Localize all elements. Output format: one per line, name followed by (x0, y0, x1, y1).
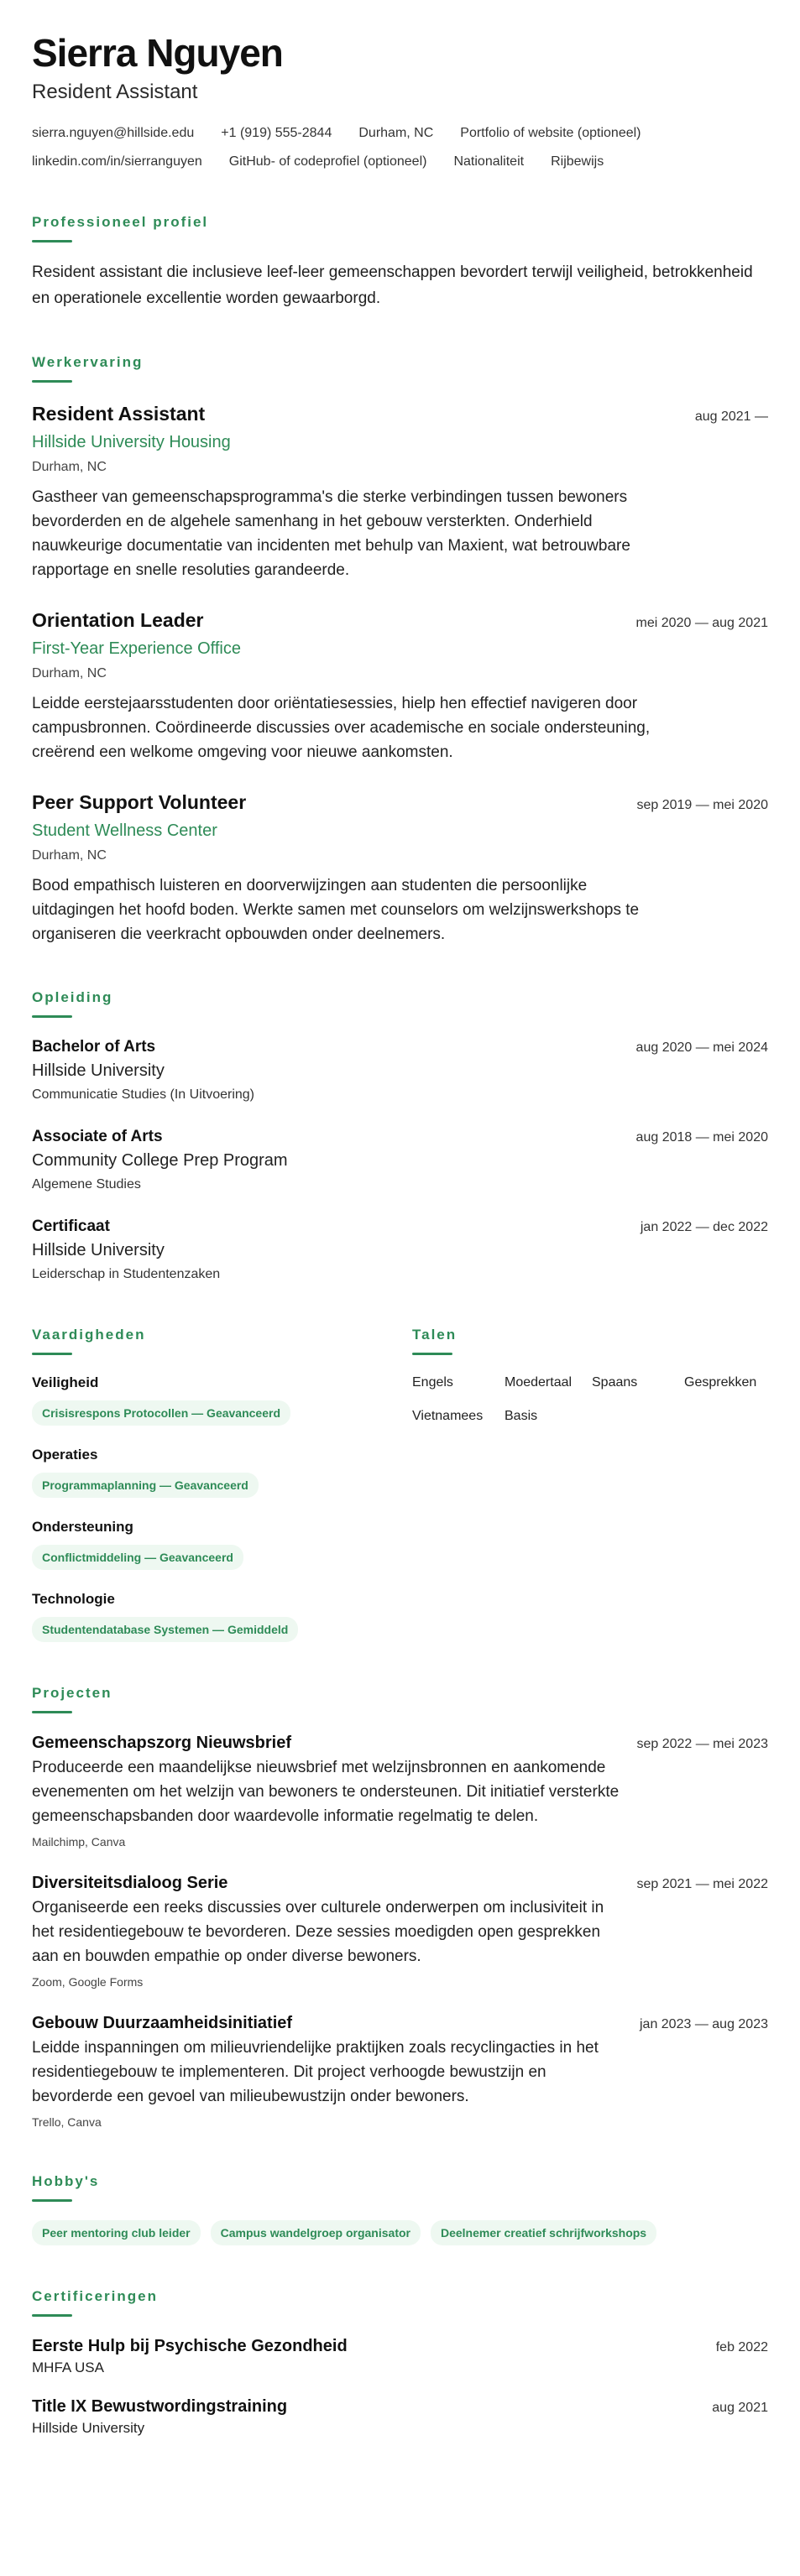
project-title: Diversiteitsdialoog Serie (32, 1874, 228, 1892)
skill-group (32, 1446, 412, 1498)
job-title: Orientation Leader (32, 609, 204, 631)
profile-summary: Resident assistant die inclusieve leef-leer gemeenschappen bevordert terwijl veiligheid, betrokkenheid en operationele excellentie worden gewaarborgd. (32, 263, 753, 307)
projects-list (32, 1732, 768, 2130)
skill-group (32, 1590, 412, 1642)
certification-issuer: MHFA USA (32, 2360, 104, 2375)
section-divider (412, 1353, 452, 1355)
job-organization: Student Wellness Center (32, 821, 217, 840)
projects-section (32, 1684, 768, 2130)
contact-location: Durham, NC (358, 126, 434, 140)
experience-section (32, 353, 768, 946)
skill-category: Operaties (32, 1447, 98, 1463)
language-name: Engels (412, 1375, 453, 1390)
contact-linkedin[interactable]: linkedin.com/in/sierranguyen (32, 154, 202, 169)
school: Hillside University (32, 1061, 165, 1080)
school: Community College Prep Program (32, 1151, 288, 1170)
project-tools: Zoom, Google Forms (32, 1975, 144, 1989)
languages-list (412, 1374, 768, 1426)
section-divider (32, 1711, 72, 1713)
contact-list (32, 124, 768, 171)
project-entry (32, 2012, 768, 2130)
section-title-languages: Talen (412, 1327, 458, 1343)
contact-phone[interactable]: +1 (919) 555-2844 (221, 126, 332, 140)
skill-tag: Crisisrespons Protocollen — Geavanceerd (32, 1400, 290, 1426)
hobby-tag: Campus wandelgroep organisator (211, 2220, 421, 2245)
education-date: aug 2020 — mei 2024 (635, 1040, 768, 1055)
project-entry (32, 1872, 768, 1990)
job-date: sep 2019 — mei 2020 (636, 798, 768, 812)
certification-entry (32, 2335, 768, 2377)
job-location: Durham, NC (32, 666, 107, 681)
resume-header (32, 30, 768, 171)
section-divider (32, 1015, 72, 1018)
certification-issuer: Hillside University (32, 2420, 145, 2436)
job-organization: First-Year Experience Office (32, 639, 241, 658)
languages-section (412, 1326, 768, 1642)
project-date: sep 2021 — mei 2022 (636, 1877, 768, 1891)
job-date: aug 2021 — (694, 409, 768, 424)
job-location: Durham, NC (32, 848, 107, 863)
language-name: Vietnamees (412, 1409, 484, 1423)
skill-tag: Programmaplanning — Geavanceerd (32, 1473, 259, 1498)
skill-category: Ondersteuning (32, 1519, 133, 1535)
job-date: mei 2020 — aug 2021 (635, 616, 768, 630)
section-title-profile: Professioneel profiel (32, 214, 209, 230)
contact-drivers-license: Rijbewijs (551, 154, 604, 169)
section-title-certifications: Certificeringen (32, 2288, 158, 2304)
project-tools: Trello, Canva (32, 2115, 102, 2129)
certification-date: aug 2021 (712, 2401, 768, 2415)
contact-portfolio[interactable]: Portfolio of website (optioneel) (460, 126, 641, 140)
experience-entry (32, 401, 768, 582)
language-level: Gesprekken (684, 1375, 757, 1390)
certifications-list (32, 2335, 768, 2438)
job-description: Gastheer van gemeenschapsprogramma's die sterke verbindingen tussen bewoners bevorderden en de algehele samenhang in het gebouw versterkten. Onderhield nauwkeurige documentatie van incidenten met behulp van Maxient, wat betrouwbare rapportage en snelle resoluties garandeerde. (32, 488, 630, 579)
degree: Certificaat (32, 1218, 110, 1235)
job-description: Leidde eerstejaarsstudenten door oriëntatiesessies, hielp hen effectief navigeren door campusbronnen. Coördineerde discussies over academische en sociale ondersteuning, creërend een welkome omgeving voor nieuwe aankomsten. (32, 695, 651, 761)
degree: Associate of Arts (32, 1128, 163, 1145)
field-of-study: Communicatie Studies (In Uitvoering) (32, 1087, 254, 1102)
job-title: Peer Support Volunteer (32, 791, 247, 813)
job-organization: Hillside University Housing (32, 433, 231, 451)
education-entry (32, 1126, 768, 1194)
candidate-role: Resident Assistant (32, 81, 198, 103)
section-title-hobbies: Hobby's (32, 2173, 100, 2189)
project-entry (32, 1732, 768, 1850)
project-title: Gebouw Duurzaamheidsinitiatief (32, 2014, 293, 2032)
experience-entry (32, 607, 768, 764)
hobbies-list (32, 2220, 768, 2245)
experience-list (32, 401, 768, 946)
language-level: Moedertaal (505, 1375, 573, 1390)
section-title-skills: Vaardigheden (32, 1327, 146, 1343)
project-date: jan 2023 — aug 2023 (639, 2017, 768, 2031)
education-entry (32, 1216, 768, 1284)
hobbies-section (32, 2172, 768, 2245)
contact-nationality: Nationaliteit (453, 154, 525, 169)
job-location: Durham, NC (32, 460, 107, 474)
skill-group (32, 1518, 412, 1570)
job-title: Resident Assistant (32, 403, 206, 425)
language-level: Basis (505, 1409, 538, 1423)
certification-entry (32, 2396, 768, 2438)
section-title-projects: Projecten (32, 1685, 112, 1701)
section-divider (32, 1353, 72, 1355)
project-description: Organiseerde een reeks discussies over culturele onderwerpen om inclusiviteit in het residentiegebouw te bevorderen. Deze sessies moedigden open gesprekken aan en bouwden empathie op onder diverse bewoners. (32, 1899, 604, 1965)
job-description: Bood empathisch luisteren en doorverwijzingen aan studenten die persoonlijke uitdagingen het hoofd boden. Werkte samen met counselors om welzijnswerkshops te organiseren die veerkracht opbouwden onder deelnemers. (32, 877, 640, 943)
section-divider (32, 2199, 72, 2202)
contact-github[interactable]: GitHub- of codeprofiel (optioneel) (228, 154, 427, 169)
section-divider (32, 380, 72, 383)
candidate-name: Sierra Nguyen (32, 31, 283, 75)
section-title-education: Opleiding (32, 989, 113, 1005)
skill-group (32, 1374, 412, 1426)
certifications-section (32, 2287, 768, 2438)
education-entry (32, 1036, 768, 1104)
certification-date: feb 2022 (715, 2340, 768, 2354)
project-date: sep 2022 — mei 2023 (636, 1737, 768, 1751)
project-description: Produceerde een maandelijkse nieuwsbrief met welzijnsbronnen en aankomende evenementen om het welzijn van bewoners te ondersteunen. Dit initiatief versterkte gemeenschapsbanden door waardevolle informatie regelmatig te delen. (32, 1759, 620, 1825)
skill-tag: Studentendatabase Systemen — Gemiddeld (32, 1617, 298, 1642)
field-of-study: Algemene Studies (32, 1177, 141, 1192)
project-description: Leidde inspanningen om milieuvriendelijke praktijken zoals recyclingacties in het residentiegebouw te implementeren. Dit project verhoogde bewustzijn en bevorderde een gevoel van milieubewustzijn onder bewoners. (32, 2039, 599, 2105)
skills-list (32, 1374, 412, 1642)
education-date: aug 2018 — mei 2020 (635, 1130, 768, 1145)
contact-email[interactable]: sierra.nguyen@hillside.edu (32, 126, 195, 140)
hobby-tag: Peer mentoring club leider (32, 2220, 201, 2245)
field-of-study: Leiderschap in Studentenzaken (32, 1267, 221, 1281)
certification-title: Eerste Hulp bij Psychische Gezondheid (32, 2337, 348, 2355)
skills-languages-row (32, 1326, 768, 1642)
education-list (32, 1036, 768, 1284)
skill-tag: Conflictmiddeling — Geavanceerd (32, 1545, 243, 1570)
skill-category: Technologie (32, 1591, 115, 1607)
language-name: Spaans (592, 1375, 638, 1390)
project-tools: Mailchimp, Canva (32, 1835, 126, 1849)
certification-title: Title IX Bewustwordingstraining (32, 2397, 288, 2416)
school: Hillside University (32, 1241, 165, 1259)
profile-section (32, 213, 768, 311)
section-title-experience: Werkervaring (32, 354, 144, 370)
skill-category: Veiligheid (32, 1374, 99, 1390)
hobby-tag: Deelnemer creatief schrijfworkshops (431, 2220, 656, 2245)
experience-entry (32, 790, 768, 946)
degree: Bachelor of Arts (32, 1038, 156, 1056)
education-section (32, 988, 768, 1284)
section-divider (32, 240, 72, 242)
project-title: Gemeenschapszorg Nieuwsbrief (32, 1734, 291, 1752)
section-divider (32, 2314, 72, 2317)
skills-section (32, 1326, 412, 1642)
education-date: jan 2022 — dec 2022 (640, 1220, 768, 1234)
